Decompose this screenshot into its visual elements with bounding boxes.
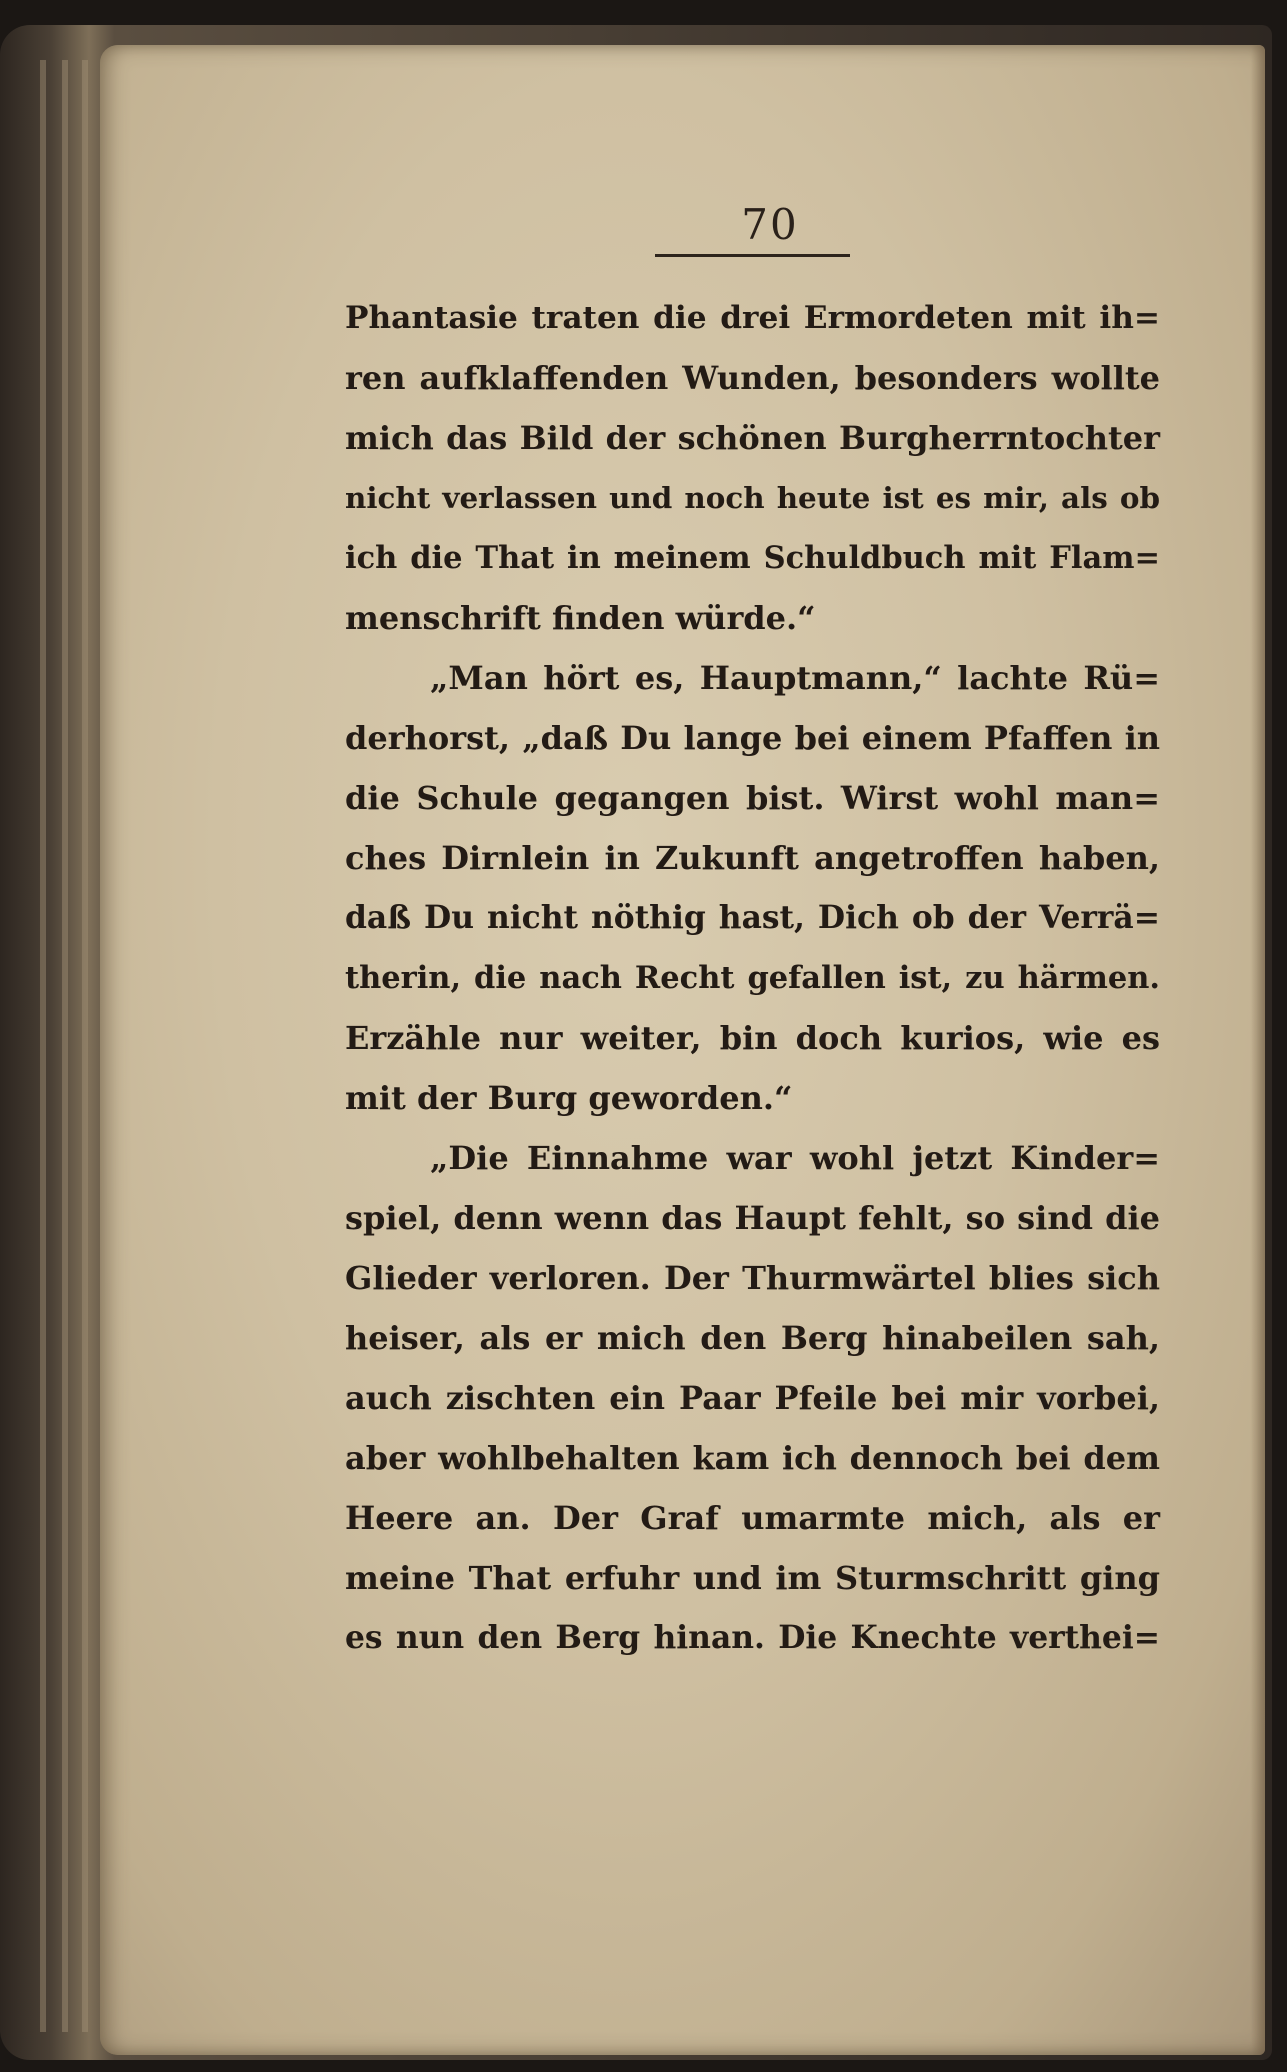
- text-line: „Man hört es, Hauptmann,“ lachte Rü=: [430, 659, 1160, 697]
- text-line: daß Du nicht nöthig hast, Dich ob der Verrä=: [345, 900, 1160, 936]
- text-line: mit der Burg geworden.“: [345, 1079, 793, 1117]
- body-text: [345, 288, 1160, 1668]
- text-line: ich die That in meinem Schuldbuch mit Flam=: [345, 540, 1160, 576]
- text-line: es nun den Berg hinan. Die Knechte verthei=: [345, 1620, 1160, 1656]
- text-line: menschrift finden würde.“: [345, 599, 816, 637]
- text-line: heiser, als er mich den Berg hinabeilen sah,: [345, 1319, 1160, 1357]
- text-line: Heere an. Der Graf umarmte mich, als er: [345, 1499, 1160, 1537]
- text-line: Erzähle nur weiter, bin doch kurios, wie es: [345, 1019, 1160, 1057]
- text-line: derhorst, „daß Du lange bei einem Pfaffen in: [345, 719, 1160, 757]
- text-line: ren aufklaffenden Wunden, besonders wollte: [345, 359, 1160, 397]
- text-line: nicht verlassen und noch heute ist es mir, als ob: [345, 480, 1160, 515]
- text-line: die Schule gegangen bist. Wirst wohl man=: [345, 779, 1160, 817]
- text-line: Phantasie traten die drei Ermordeten mit ih=: [345, 300, 1160, 336]
- header-rule: [655, 254, 850, 257]
- text-line: auch zischten ein Paar Pfeile bei mir vorbei,: [345, 1379, 1160, 1417]
- page-stack-edge: [82, 60, 88, 2032]
- text-line: ches Dirnlein in Zukunft angetroffen haben,: [345, 839, 1160, 877]
- text-line: spiel, denn wenn das Haupt fehlt, so sind die: [345, 1199, 1160, 1237]
- page-edge-shadow: [1251, 45, 1265, 2055]
- page-stack-edge: [62, 60, 68, 2032]
- page-number: 70: [741, 200, 799, 249]
- page-stack-edge: [40, 60, 46, 2032]
- text-line: therin, die nach Recht gefallen ist, zu härmen.: [345, 960, 1160, 996]
- text-line: Glieder verloren. Der Thurmwärtel blies sich: [345, 1259, 1160, 1297]
- text-line: meine That erfuhr und im Sturmschritt ging: [345, 1559, 1160, 1597]
- text-line: mich das Bild der schönen Burgherrntochter: [345, 419, 1160, 457]
- text-line: aber wohlbehalten kam ich dennoch bei dem: [345, 1439, 1160, 1477]
- text-line: „Die Einnahme war wohl jetzt Kinder=: [430, 1139, 1160, 1177]
